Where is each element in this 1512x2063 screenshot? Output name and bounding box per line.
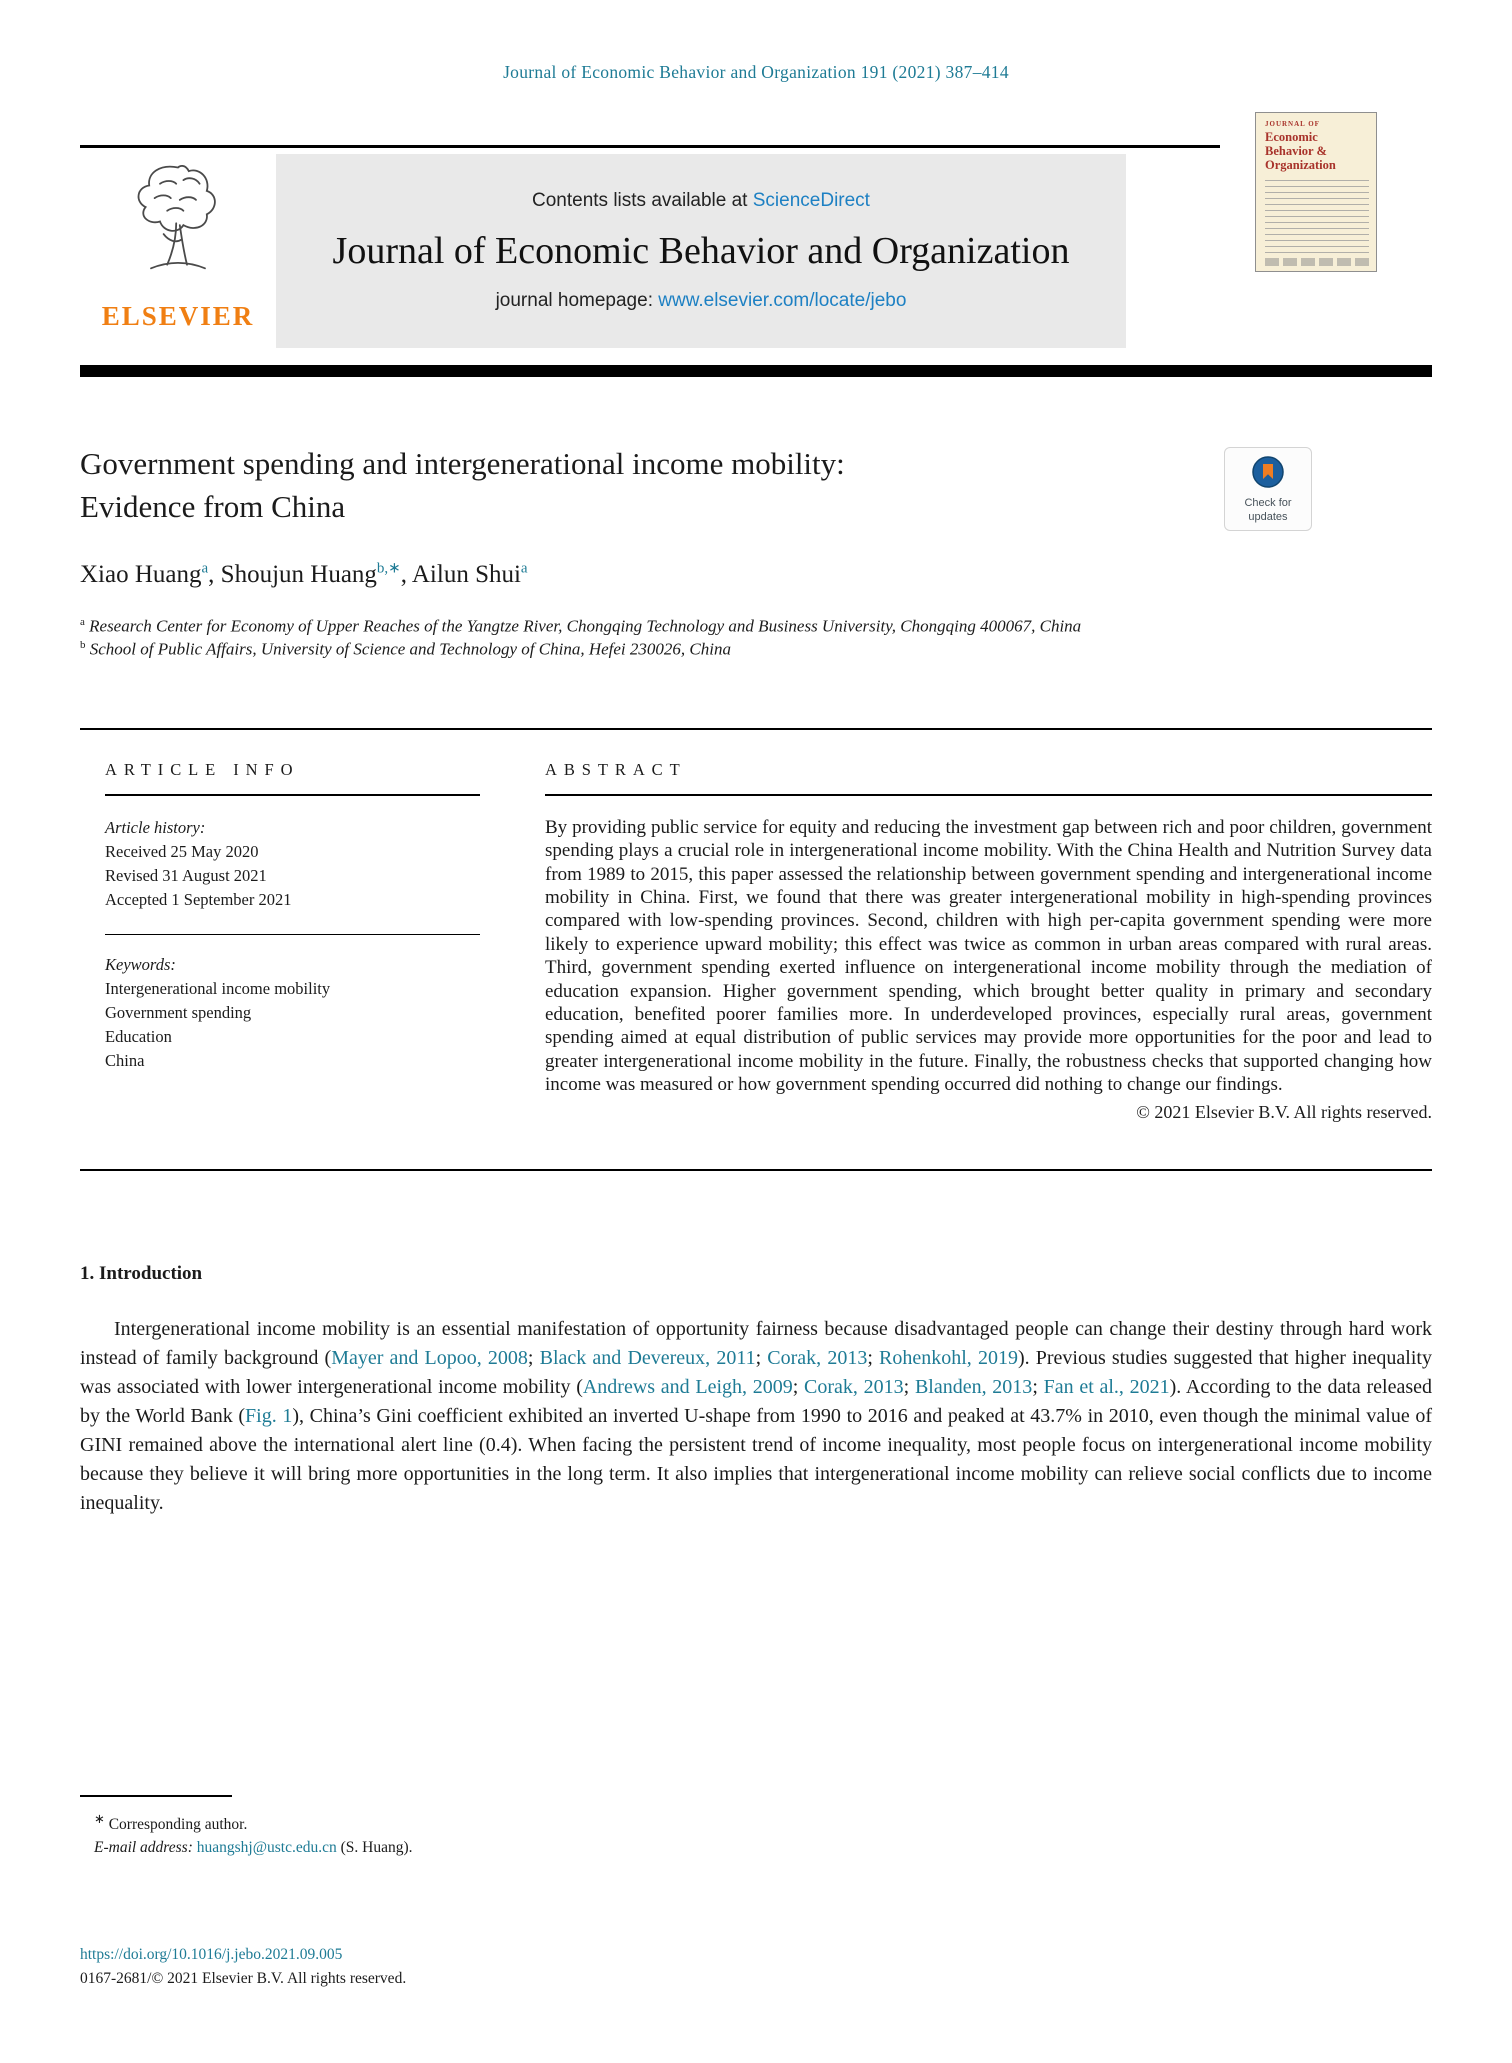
cover-title: Economic Behavior & Organization: [1265, 130, 1336, 172]
keywords-block: [105, 953, 480, 1073]
article-title-line1: Government spending and intergenerational income mobility:: [80, 446, 845, 481]
paragraph-text: ;: [755, 1346, 768, 1369]
footnote: [80, 1795, 1432, 1859]
history-revised: Revised 31 August 2021: [105, 865, 267, 885]
author: [412, 561, 528, 588]
journal-cover-thumbnail[interactable]: [1255, 112, 1377, 272]
citation-link[interactable]: Mayer and Lopoo, 2008: [331, 1346, 528, 1369]
corresponding-author-note: [80, 1809, 1432, 1836]
homepage-line: [496, 290, 907, 312]
masthead: [80, 120, 1432, 348]
divider-thick: [80, 365, 1432, 377]
email-suffix: (S. Huang).: [340, 1838, 413, 1856]
affiliation-text: Research Center for Economy of Upper Reaches of the Yangtze River, Chongqing Technology and Business University, Chongqing 400067, China: [89, 616, 1082, 636]
divider: [105, 934, 480, 936]
footnote-divider: [80, 1795, 232, 1797]
keyword: Intergenerational income mobility: [105, 979, 331, 999]
author-affiliation-sup: b,∗: [376, 560, 401, 577]
paragraph-text: ;: [903, 1375, 915, 1398]
contents-lists-text: Contents lists available at: [532, 190, 753, 211]
journal-name: Journal of Economic Behavior and Organization: [332, 230, 1070, 272]
affiliation-text: School of Public Affairs, University of Science and Technology of China, Hefei 230026, China: [89, 640, 731, 660]
citation-link[interactable]: Corak, 2013: [767, 1346, 868, 1369]
cover-masthead: JOURNAL OF: [1265, 120, 1320, 128]
author-name[interactable]: Xiao Huang: [80, 560, 202, 588]
contents-line: [532, 190, 870, 212]
affiliation-list: [80, 615, 1432, 662]
author: [221, 561, 412, 588]
paragraph-text: Intergenerational income mobility is an essential manifestation of opportunity fairness because disadvantaged people can change their destiny through hard work instead of family background (: [80, 1317, 1432, 1369]
citation-link[interactable]: Fig. 1: [245, 1404, 293, 1427]
article-history-label: Article history:: [105, 818, 206, 838]
article-info-heading: ARTICLE INFO: [105, 730, 480, 796]
citation-link[interactable]: Rohenkohl, 2019: [879, 1346, 1018, 1369]
issn-copyright: 0167-2681/© 2021 Elsevier B.V. All rights reserved.: [80, 1970, 407, 1988]
elsevier-tree-icon: [124, 158, 232, 299]
keyword: Government spending: [105, 1003, 252, 1023]
journal-banner: [276, 154, 1126, 348]
email-label: E-mail address:: [94, 1838, 193, 1856]
homepage-label: journal homepage:: [495, 290, 659, 311]
crossmark-icon: [1251, 455, 1285, 494]
paragraph-text: ;: [867, 1346, 880, 1369]
abstract-column: [545, 730, 1432, 1123]
citation-link[interactable]: Corak, 2013: [804, 1375, 904, 1398]
check-updates-label: Check for updates: [1244, 497, 1292, 523]
article-history: [105, 796, 480, 912]
abstract-heading: ABSTRACT: [545, 730, 1432, 796]
footnote-marker: ∗: [94, 1810, 105, 1826]
page-footer: [80, 1943, 406, 1991]
cover-content-lines: [1265, 180, 1369, 254]
paragraph-text: ;: [792, 1375, 805, 1398]
affiliation-sup: a: [80, 615, 85, 628]
author: [80, 561, 221, 588]
affiliation: [80, 638, 1432, 662]
paragraph-text: ). According to the data released by the World Bank (: [80, 1375, 1433, 1427]
paragraph-text: ). Previous studies suggested that higher inequality was associated with lower intergenerational income mobility (: [80, 1346, 1432, 1398]
affiliation: [80, 615, 1432, 639]
article-title: [80, 443, 1180, 529]
history-accepted: Accepted 1 September 2021: [105, 889, 292, 909]
abstract-copyright: © 2021 Elsevier B.V. All rights reserved.: [1136, 1102, 1432, 1123]
journal-homepage-link[interactable]: www.elsevier.com/locate/jebo: [658, 290, 907, 311]
corresponding-author-text: Corresponding author.: [108, 1815, 248, 1833]
divider: [80, 1169, 1432, 1171]
author-name[interactable]: Ailun Shui: [411, 560, 521, 588]
paragraph-text: ;: [527, 1346, 540, 1369]
introduction-paragraph: [80, 1315, 1432, 1518]
abstract-text: By providing public service for equity and reducing the investment gap between rich and poor children, government spending plays a crucial role in intergenerational income mobility. With the China Health and Nutrition Survey data from 1989 to 2015, this paper assessed the relationship between government spending and intergenerational income mobility in China. First, we found that there was greater intergenerational mobility in high-spending provinces compared with low-spending provinces. Second, children with high per-capita government spending were more likely to experience upward mobility; this effect was twice as common in urban areas compared with rural areas. Third, government spending exerted influence on intergenerational income mobility through the mediation of education expansion. Higher government spending, which brought better quality in primary and secondary education, benefited poorer families more. In underdeveloped provinces, especially rural areas, government spending aimed at equal distribution of public services may provide more opportunities for the poor and lead to greater intergenerational income mobility in the future. Finally, the robustness checks that supported changing how income was measured or how government spending occurred did nothing to change our findings.: [545, 817, 1432, 1095]
cover-footer-lines: [1265, 258, 1369, 266]
paragraph-text: ), China’s Gini coefficient exhibited an inverted U-shape from 1990 to 2016 and peaked at 43.7% in 2010, even though the minimal value of GINI remained above the international alert line (0.4). When facing the persistent trend of income inequality, most people focus on intergenerational income mobility because they believe it will bring more opportunities in the long term. It also implies that intergenerational income mobility can relieve social conflicts due to income inequality.: [80, 1404, 1432, 1514]
author-separator: ,: [208, 560, 221, 588]
citation-link[interactable]: Fan et al., 2021: [1043, 1375, 1170, 1398]
doi-link[interactable]: https://doi.org/10.1016/j.jebo.2021.09.005: [80, 1946, 343, 1963]
elsevier-wordmark: ELSEVIER: [101, 301, 255, 331]
citation-link[interactable]: Black and Devereux, 2011: [539, 1346, 756, 1369]
section-heading-introduction: 1. Introduction: [80, 1262, 203, 1284]
article-info-column: [105, 730, 480, 1123]
email-link[interactable]: huangshj@ustc.edu.cn: [196, 1838, 337, 1856]
divider-thin: [80, 145, 1220, 148]
keyword: China: [105, 1050, 145, 1070]
elsevier-logo[interactable]: [80, 154, 276, 348]
check-for-updates-badge[interactable]: [1224, 447, 1312, 531]
paragraph-text: ;: [1032, 1375, 1044, 1398]
author-name[interactable]: Shoujun Huang: [220, 560, 377, 588]
header-citation: Journal of Economic Behavior and Organization 191 (2021) 387–414: [503, 62, 1009, 82]
article-title-line2: Evidence from China: [80, 488, 346, 524]
keyword: Education: [105, 1027, 172, 1046]
sciencedirect-link[interactable]: ScienceDirect: [752, 190, 870, 211]
author-affiliation-sup: a: [520, 560, 528, 577]
email-note: [80, 1836, 1432, 1859]
introduction-section: [80, 1263, 1432, 1518]
author-separator: ,: [400, 560, 412, 588]
keywords-label: Keywords:: [105, 955, 176, 975]
author-affiliation-sup: a: [201, 560, 209, 577]
affiliation-sup: b: [80, 639, 86, 652]
citation-link[interactable]: Andrews and Leigh, 2009: [582, 1375, 793, 1398]
history-received: Received 25 May 2020: [105, 841, 259, 861]
citation-link[interactable]: Blanden, 2013: [914, 1375, 1033, 1398]
author-list: [80, 559, 1432, 589]
